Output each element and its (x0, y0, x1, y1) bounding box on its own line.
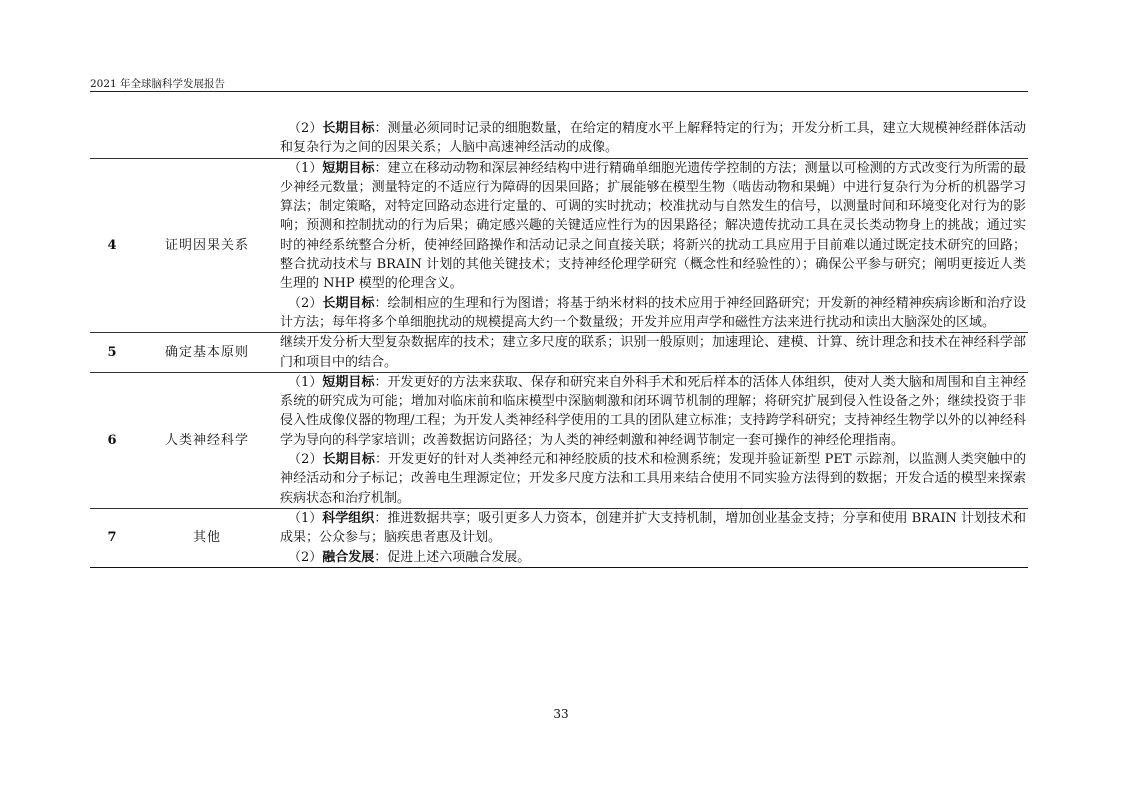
paragraph-text: ：推进数据共享；吸引更多人力资本，创建并扩大支持机制，增加创业基金支持；分享和使用 BRAIN 计划技术和成果；公众参与；脑疾患者惠及计划。 (280, 510, 1026, 546)
paragraph-heading: 长期目标 (322, 452, 375, 468)
goal-paragraph (280, 333, 1026, 372)
paragraph-heading: 短期目标 (322, 160, 375, 176)
row-description (280, 372, 1028, 508)
row-topic: 人类神经科学 (134, 372, 280, 508)
paragraph-heading: 科学组织 (322, 510, 375, 526)
paragraph-text: ：绘制相应的生理和行为图谱；将基于纳米材料的技术应用于神经回路研究；开发新的神经精神疾病诊断和治疗设计方法；每年将多个单细胞扰动的规模提高大约一个数量级；开发并应用声学和磁性方法来进行扰动和读出大脑深处的区域。 (280, 295, 1026, 330)
paragraph-heading: 短期目标 (322, 374, 375, 390)
goal-paragraph (280, 548, 1026, 567)
paragraph-text: 继续开发分析大型复杂数据库的技术；建立多尺度的联系；识别一般原则；加速理论、建模、计算、统计理念和技术在神经科学部门和项目中的结合。 (280, 335, 1026, 370)
paragraph-text: ：促进上述六项融合发展。 (374, 549, 531, 565)
paragraph-text: ：测量必须同时记录的细胞数量，在给定的精度水平上解释特定的行为；开发分析工具，建立大规模神经群体活动和复杂行为之间的因果关系；人脑中高速神经活动的成像。 (280, 121, 1026, 156)
goals-table (90, 119, 1028, 568)
goal-paragraph (280, 509, 1026, 548)
paragraph-text: ：开发更好的方法来获取、保存和研究来自外科手术和死后样本的活体人体组织，使对人类大脑和周围和自主神经系统的研究成为可能；增加对临床前和临床模型中深脑刺激和闭环调节机制的理解；将研究扩展到侵入性设备之外；继续投资于非侵入性成像仪器的物理/工程；为开发人类神经科学使用的工具的团队建立标准；支持跨学科研究；支持神经生物学以外的以神经科学为导向的科学家培训；改善数据访问路径；为人类的神经刺激和神经调节制定一套可操作的神经伦理指南。 (280, 374, 1026, 448)
table-row (90, 372, 1028, 508)
table-row (90, 158, 1028, 333)
table-row (90, 119, 1028, 158)
goal-paragraph (280, 373, 1026, 450)
row-number (90, 119, 134, 158)
goal-paragraph (280, 294, 1026, 333)
row-description (280, 119, 1028, 158)
goal-paragraph (280, 450, 1026, 508)
header-rule (90, 91, 1028, 92)
row-topic: 证明因果关系 (134, 158, 280, 333)
table-row (90, 333, 1028, 373)
paragraph-text: ：开发更好的针对人类神经元和神经胶质的技术和检测系统；发现并验证新型 PET 示踪剂，以监测人类突触中的神经活动和分子标记；改善电生理源定位；开发多尺度方法和工具用来结合使用不同实验方法得到的数据；开发合适的模型来探索疾病状态和治疗机制。 (280, 452, 1026, 506)
page-number: 33 (553, 707, 569, 721)
paragraph-prefix: （2） (288, 452, 323, 468)
paragraph-heading: 长期目标 (322, 295, 375, 311)
row-topic: 确定基本原则 (134, 333, 280, 373)
row-number: 6 (90, 372, 134, 508)
paragraph-prefix: （2） (288, 295, 323, 311)
row-number: 7 (90, 508, 134, 567)
table-row (90, 508, 1028, 567)
paragraph-prefix: （2） (288, 549, 323, 565)
row-number: 5 (90, 333, 134, 373)
row-number: 4 (90, 158, 134, 333)
row-topic (134, 119, 280, 158)
paragraph-heading: 长期目标 (322, 121, 375, 136)
paragraph-prefix: （2） (288, 121, 323, 136)
paragraph-prefix: （1） (288, 160, 323, 176)
row-description (280, 333, 1028, 373)
row-topic: 其他 (134, 508, 280, 567)
goal-paragraph (280, 119, 1026, 158)
goal-paragraph (280, 159, 1026, 294)
paragraph-heading: 融合发展 (322, 549, 375, 565)
paragraph-prefix: （1） (288, 510, 323, 526)
row-description (280, 158, 1028, 333)
running-header: 2021 年全球脑科学发展报告 (90, 78, 226, 90)
row-description (280, 508, 1028, 567)
paragraph-text: ：建立在移动动物和深层神经结构中进行精确单细胞光遗传学控制的方法；测量以可检测的方式改变行为所需的最少神经元数量；测量特定的不适应行为障碍的因果回路；扩展能够在模型生物（啮齿动物和果蝇）中进行复杂行为分析的机器学习算法；制定策略，对特定回路动态进行定量的、可调的实时扰动；校准扰动与自然发生的信号，以测量时间和环境变化对行为的影响；预测和控制扰动的行为后果；确定感兴趣的关键适应性行为的因果路径；解决遗传扰动工具在灵长类动物身上的挑战；通过实时的神经系统整合分析，使神经回路操作和活动记录之间直接关联；将新兴的扰动工具应用于目前难以通过既定技术研究的回路；整合扰动技术与 BRAIN 计划的其他关键技术；支持神经伦理学研究（概念性和经验性的）；确保公平参与研究；阐明更接近人类生理的 NHP 模型的伦理含义。 (280, 160, 1026, 292)
paragraph-prefix: （1） (288, 374, 323, 390)
